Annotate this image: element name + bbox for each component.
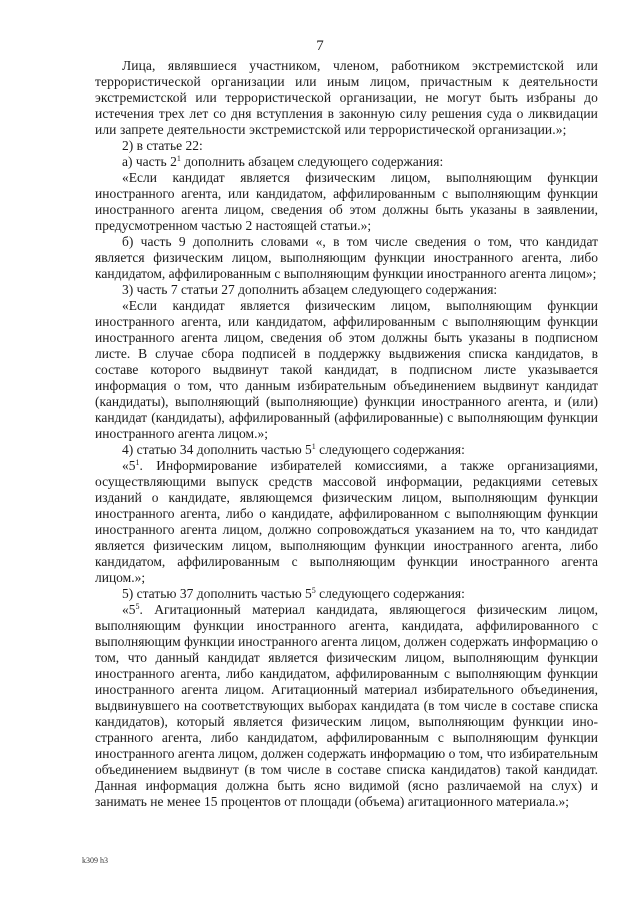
text-part-5-5-body: . Агитационный материал кандидата, являющегося физическим лицом, выполняющим функции иностранного агента, кандидата, аффилированного с выполняющим функции иностранного агента лицом, должен содержать информацию о том, что данный кандидат является физическим лицом, выполняющим функции иностранного агента, либо кандидатом, аффилированным с выполняющим функции иностранного агента лицом. Агитационный материал избирательного объединения, выдвинувшего на соответствующих выборах кандидата (в том числе в составе списка кандидатов), который является физическим лицом, выполняющим функции иностранного агента, либо кандидатом, аффилированным с выполняющим функции иностранного агента лицом, должен содержать информацию о том, что избирательным объединением выдвинут (в том числе в составе списка кандидатов) такой кандидат. Данная информация должна быть ясно видимой (ясно различаемой на слух) и занимать не менее 15 процентов от площади (объема) агитационного материала.»; (95, 602, 598, 809)
paragraph-article-37-heading (95, 586, 598, 602)
paragraph-article-22-part-b: б) часть 9 дополнить словами «, в том числе сведения о том, что кандидат является физическим лицом, выполняющим функции иностранного агента, либо кандидатом, аффилированным с выполняющим функции иностранного агента лицом»; (95, 234, 598, 281)
document-code: k309 h3 (82, 856, 108, 865)
paragraph-article-27-heading: 3) часть 7 статьи 27 дополнить абзацем следующего содержания: (122, 282, 498, 297)
text-article-34-start: 4) статью 34 дополнить частью 5 (122, 442, 312, 457)
text-article-37-end: следующего содержания: (315, 586, 465, 601)
superscript: 1 (311, 442, 316, 451)
text-part-a-end: дополнить абзацем следующего содержания: (180, 154, 444, 169)
superscript: 1 (135, 458, 140, 467)
paragraph-article-22-heading: 2) в статье 22: (122, 138, 203, 153)
superscript: 1 (176, 154, 181, 163)
text-part-5-1-body: . Информирование избирателей комиссиями, а также организациями, осуществляющими выпуск средств массовой информации, редакциями сетевых изданий о кандидате, являющемся физическим лицом, выполняющим функции иностранного агента, либо о кандидате, аффилированном с выполняющим функции иностранного агента лицом, должно сопровождаться указанием на то, что кандидат является физическим лицом, выполняющим функции иностранного агента, либо кандидатом, аффилированным с выполняющим функции иностранного агента лицом.»; (95, 458, 598, 585)
paragraph-quote-voter-information (95, 458, 598, 586)
superscript: 5 (135, 602, 140, 611)
paragraph-organizations-ineligibility: Лица, являвшиеся участником, членом, работником экстремистской или террористической организации или иным лицом, причастным к деятельности экстремистской или террористической организации, не могут быть избраны до истечения трех лет со дня вступления в законную силу решения суда о ликвидации или запрете деятельности экстремистской или террористической организации.»; (95, 58, 598, 137)
paragraph-article-34-heading (95, 442, 598, 458)
text-part-5-1-number: «5 (122, 458, 136, 473)
paragraph-article-22-part-a (95, 154, 598, 170)
paragraph-quote-signature-sheet: «Если кандидат является физическим лицом, выполняющим функции иностранного агента, или кандидатом, аффилированным с выполняющим функции иностранного агента лицом, сведения об этом должны быть указаны в подписном листе. В случае сбора подписей в поддержку выдвижения списка кандидатов, в составе которого выдвинут такой кандидат, в подписном листе указывается информация о том, что данным избирательным объединением выдвинут кандидат (кандидаты), выполняющий (выполняющие) функции иностранного агента, и (или) кандидат (кандидаты), аффилированный (аффилированные) с выполняющим функции иностранного агента лицом.»; (95, 298, 598, 441)
text-part-a-start: а) часть 2 (122, 154, 177, 169)
text-part-5-5-number: «5 (122, 602, 136, 617)
text-article-37-start: 5) статью 37 дополнить частью 5 (122, 586, 312, 601)
paragraph-quote-statement-application: «Если кандидат является физическим лицом, выполняющим функции иностранного агента, или кандидатом, аффилированным с выполняющим функции иностранного агента лицом, сведения об этом должны быть указаны в заявлении, предусмотренном частью 2 настоящей статьи.»; (95, 170, 598, 233)
text-article-34-end: следующего содержания: (315, 442, 465, 457)
page-number: 7 (316, 38, 324, 54)
document-body (95, 58, 598, 810)
paragraph-quote-campaign-material (95, 602, 598, 810)
superscript: 5 (311, 586, 316, 595)
